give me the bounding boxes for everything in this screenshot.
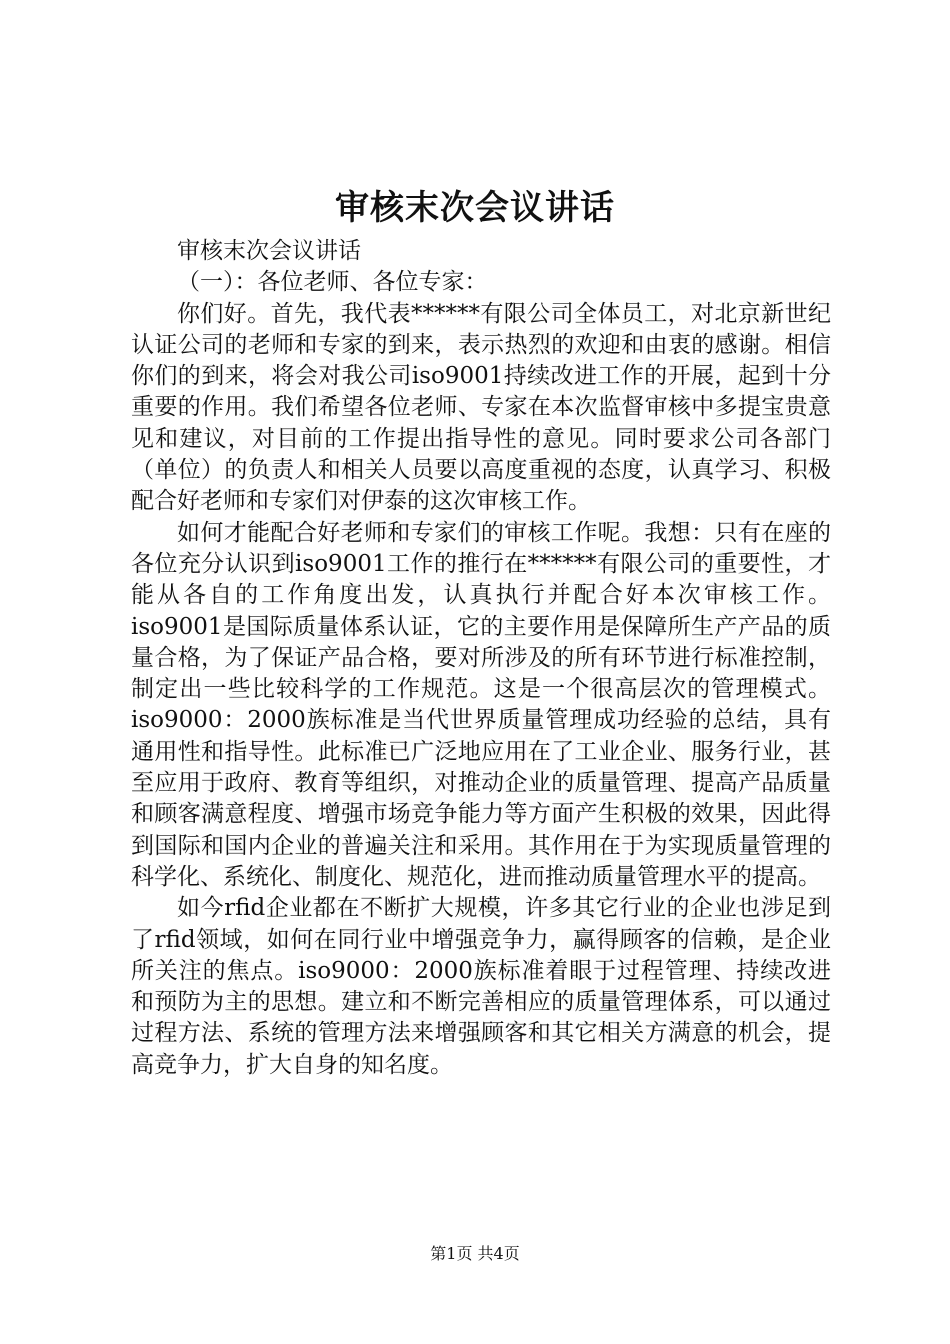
page-footer: 第1页 共4页 <box>430 1244 520 1263</box>
paragraph: 如今rfid企业都在不断扩大规模，许多其它行业的企业也涉足到了rfid领域，如何在同行业中增强竞争力，赢得顾客的信赖，是企业所关注的焦点。iso9000：2000族标准着眼于过程管理、持续改进和预防为主的思想。建立和不断完善相应的质量管理体系，可以通过过程方法、系统的管理方法来增强顾客和其它相关方满意的机会，提高竞争力，扩大自身的知名度。 <box>131 895 831 1078</box>
paragraph: 如何才能配合好老师和专家们的审核工作呢。我想：只有在座的各位充分认识到iso9001工作的推行在******有限公司的重要性，才能从各自的工作角度出发，认真执行并配合好本次审核工作。iso9001是国际质量体系认证，它的主要作用是保障所生产产品的质量合格，为了保证产品合格，要对所涉及的所有环节进行标准控制，制定出一些比较科学的工作规范。这是一个很高层次的管理模式。iso9000：2000族标准是当代世界质量管理成功经验的总结，具有通用性和指导性。此标准已广泛地应用在了工业企业、服务行业，甚至应用于政府、教育等组织，对推动企业的质量管理、提高产品质量和顾客满意程度、增强市场竞争能力等方面产生积极的效果，因此得到国际和国内企业的普遍关注和采用。其作用在于为实现质量管理的科学化、系统化、制度化、规范化，进而推动质量管理水平的提高。 <box>131 519 831 890</box>
document-body <box>131 236 831 1081</box>
document-title: 审核末次会议讲话 <box>335 188 615 228</box>
paragraph: 审核末次会议讲话 <box>177 238 361 264</box>
paragraph: （一）：各位老师、各位专家： <box>177 269 488 296</box>
paragraph: 你们好。首先，我代表******有限公司全体员工，对北京新世纪认证公司的老师和专家的到来，表示热烈的欢迎和由衷的感谢。相信你们的到来，将会对我公司iso9001持续改进工作的开展，起到十分重要的作用。我们希望各位老师、专家在本次监督审核中多提宝贵意见和建议，对目前的工作提出指导性的意见。同时要求公司各部门（单位）的负责人和相关人员要以高度重视的态度，认真学习、积极配合好老师和专家们对伊泰的这次审核工作。 <box>131 300 831 515</box>
